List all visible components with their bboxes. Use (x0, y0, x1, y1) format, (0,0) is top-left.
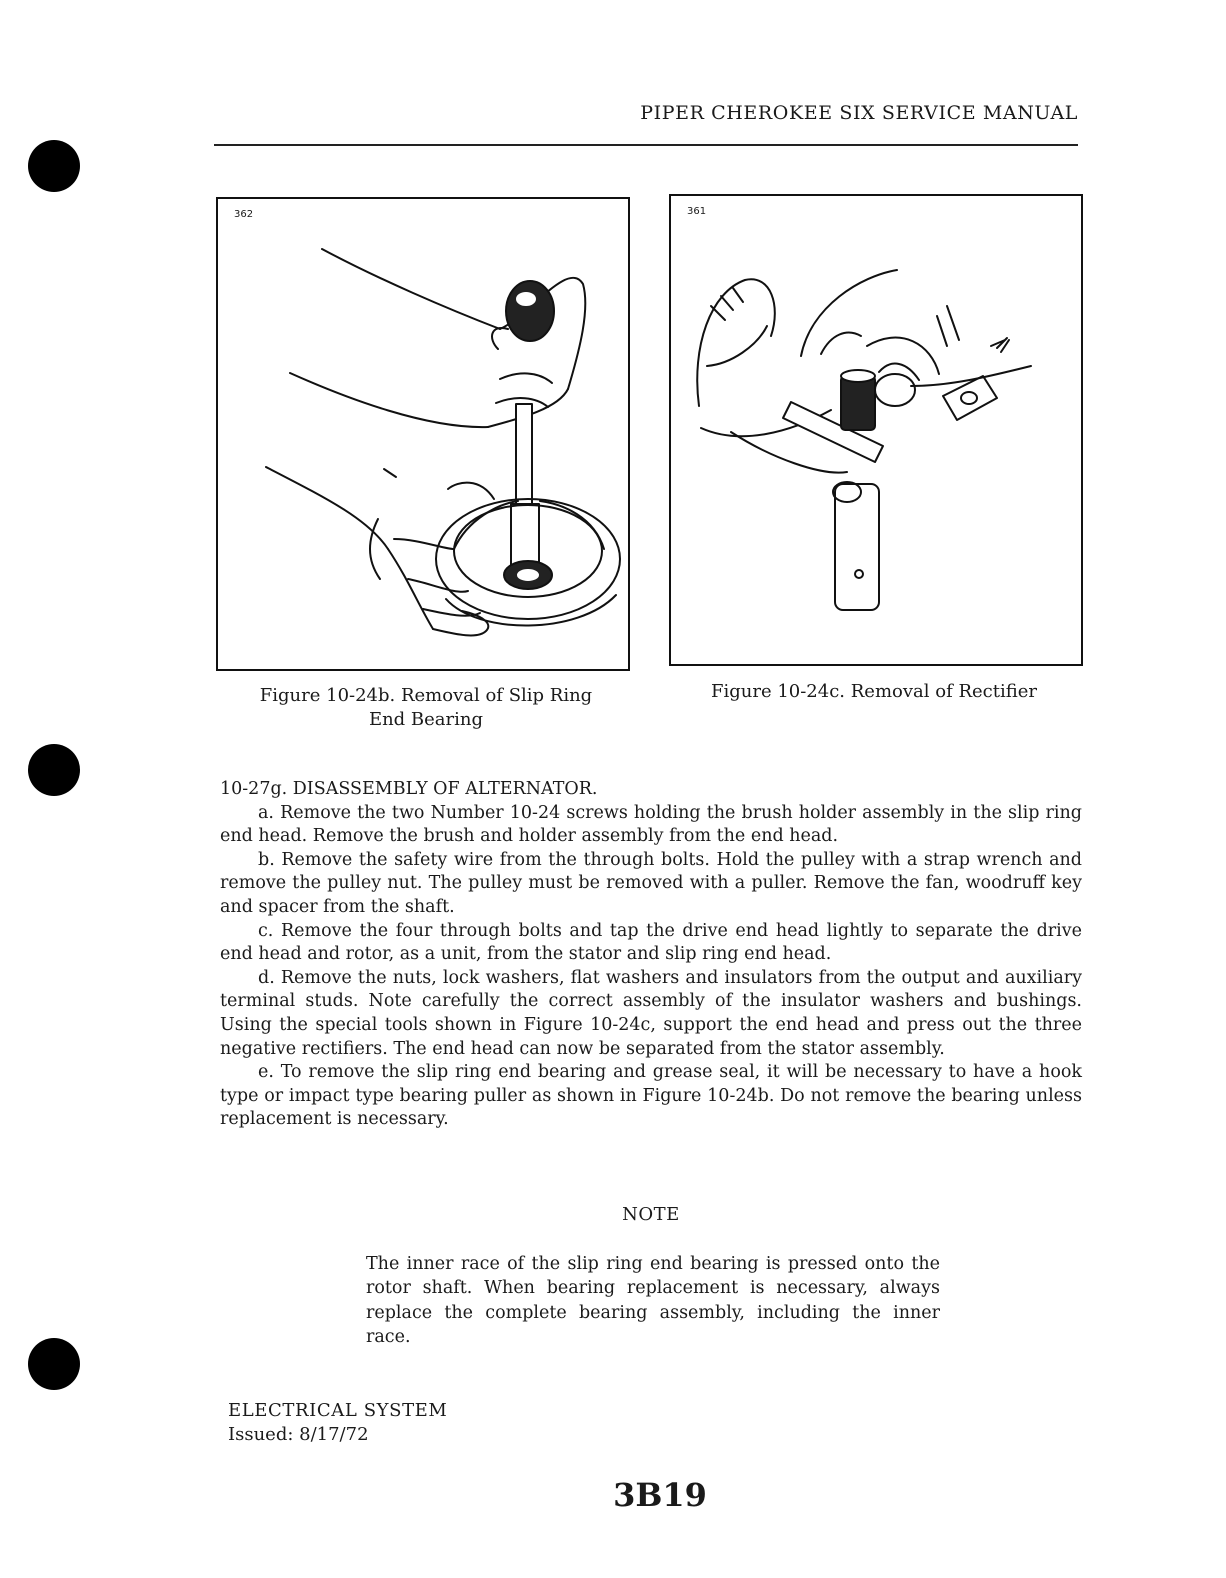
procedure-step: d. Remove the nuts, lock washers, flat washers and insulators from the output and auxiliary terminal studs. Note carefully the correct assembly of the insulator washers and bushings. Using the special tools shown in Figure 10-24c, support the end head and press out the three negative rectifiers. The end head can now be separated from the stator assembly. (220, 967, 1082, 1059)
figure-slip-ring-bearing-removal (216, 197, 630, 671)
note-text: The inner race of the slip ring end bearing is pressed onto the rotor shaft. When bearing replacement is necessary, always replace the complete bearing assembly, including the inner race. (366, 1254, 940, 1348)
binder-punch-hole-top (28, 140, 80, 192)
footer-issued-date: Issued: 8/17/72 (228, 1424, 369, 1445)
page-code: 3B19 (613, 1476, 707, 1514)
figure-caption: Figure 10-24c. Removal of Rectifier (710, 681, 1037, 702)
disassembly-section (220, 778, 1082, 1132)
header-divider (214, 144, 1078, 146)
section-heading: 10-27g. DISASSEMBLY OF ALTERNATOR. (220, 779, 598, 799)
footer-section-name: ELECTRICAL SYSTEM (228, 1400, 448, 1421)
bearing-puller-illustration (218, 199, 628, 669)
procedure-step: e. To remove the slip ring end bearing and grease seal, it will be necessary to have a hook type or impact type bearing puller as shown in Figure 10-24b. Do not remove the bearing unless replacement is necessary. (220, 1062, 1082, 1130)
binder-punch-hole-bottom (28, 1338, 80, 1390)
figure-caption (216, 684, 636, 732)
binder-punch-hole-middle (28, 744, 80, 796)
figure-rectifier-removal (669, 194, 1083, 666)
figure-number: 362 (234, 209, 254, 220)
procedure-step: c. Remove the four through bolts and tap the drive end head lightly to separate the drive end head and rotor, as a unit, from the stator and slip ring end head. (220, 920, 1082, 965)
procedure-step: a. Remove the two Number 10-24 screws holding the brush holder assembly in the slip ring end head. Remove the brush and holder assembly from the end head. (220, 802, 1082, 847)
rectifier-tool-illustration (671, 196, 1081, 664)
figure-caption-line: Figure 10-24b. Removal of Slip Ring (259, 685, 593, 706)
note-title: NOTE (622, 1204, 680, 1225)
figure-number: 361 (687, 206, 707, 217)
figure-caption-line: End Bearing (368, 709, 484, 730)
manual-title: PIPER CHEROKEE SIX SERVICE MANUAL (640, 102, 1078, 124)
procedure-step: b. Remove the safety wire from the through bolts. Hold the pulley with a strap wrench and remove the pulley nut. The pulley must be removed with a puller. Remove the fan, woodruff key and spacer from the shaft. (220, 849, 1082, 917)
